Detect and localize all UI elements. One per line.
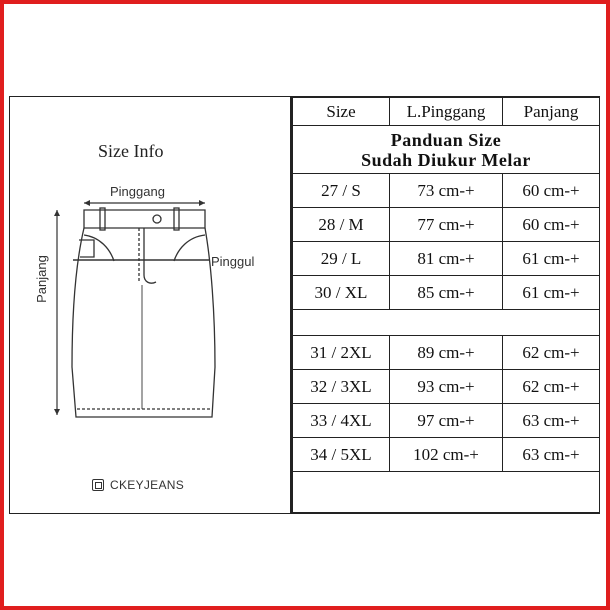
guide-cell xyxy=(293,126,600,174)
waist-cell: 89 cm-+ xyxy=(390,336,503,370)
header-size: Size xyxy=(293,98,390,126)
table-row xyxy=(293,174,600,208)
brand-name: CKEYJEANS xyxy=(110,478,185,492)
table-row xyxy=(293,336,600,370)
size-info-title: Size Info xyxy=(98,141,164,161)
size-info-panel xyxy=(10,97,290,513)
table-row xyxy=(293,276,600,310)
size-cell: 28 / M xyxy=(293,208,390,242)
brand-logo xyxy=(92,478,184,492)
guide-title: Panduan Size xyxy=(390,129,502,150)
size-cell: 32 / 3XL xyxy=(293,370,390,404)
table-row xyxy=(293,370,600,404)
spacer-cell xyxy=(293,310,600,336)
table-row xyxy=(293,242,600,276)
size-chart-card xyxy=(9,96,600,514)
guide-subtitle: Sudah Diukur Melar xyxy=(361,149,531,170)
length-cell: 60 cm-+ xyxy=(503,174,600,208)
length-cell: 63 cm-+ xyxy=(503,438,600,472)
length-cell: 62 cm-+ xyxy=(503,336,600,370)
length-cell: 61 cm-+ xyxy=(503,242,600,276)
skirt-outline xyxy=(72,208,215,417)
waist-cell: 73 cm-+ xyxy=(390,174,503,208)
length-cell: 63 cm-+ xyxy=(503,404,600,438)
guide-row xyxy=(293,126,600,174)
table-header-row xyxy=(293,98,600,126)
waist-cell: 97 cm-+ xyxy=(390,404,503,438)
waist-cell: 77 cm-+ xyxy=(390,208,503,242)
header-length: Panjang xyxy=(503,98,600,126)
spacer-row xyxy=(293,310,600,336)
size-table xyxy=(292,97,600,513)
hip-label: Pinggul xyxy=(211,254,255,269)
length-cell: 62 cm-+ xyxy=(503,370,600,404)
waist-cell: 102 cm-+ xyxy=(390,438,503,472)
waist-label: Pinggang xyxy=(110,184,165,199)
size-cell: 33 / 4XL xyxy=(293,404,390,438)
empty-cell xyxy=(293,472,600,513)
length-arrow-icon xyxy=(54,210,60,415)
length-cell: 61 cm-+ xyxy=(503,276,600,310)
table-row xyxy=(293,208,600,242)
empty-row xyxy=(293,472,600,513)
table-row xyxy=(293,438,600,472)
waist-cell: 85 cm-+ xyxy=(390,276,503,310)
waist-arrow-icon xyxy=(84,200,205,206)
length-cell: 60 cm-+ xyxy=(503,208,600,242)
table-row xyxy=(293,404,600,438)
size-cell: 31 / 2XL xyxy=(293,336,390,370)
size-cell: 27 / S xyxy=(293,174,390,208)
header-waist: L.Pinggang xyxy=(390,98,503,126)
skirt-diagram xyxy=(10,97,290,515)
size-cell: 29 / L xyxy=(293,242,390,276)
size-cell: 30 / XL xyxy=(293,276,390,310)
waist-cell: 81 cm-+ xyxy=(390,242,503,276)
waist-cell: 93 cm-+ xyxy=(390,370,503,404)
size-cell: 34 / 5XL xyxy=(293,438,390,472)
brand-logo-icon xyxy=(92,479,104,491)
length-label: Panjang xyxy=(34,255,49,303)
